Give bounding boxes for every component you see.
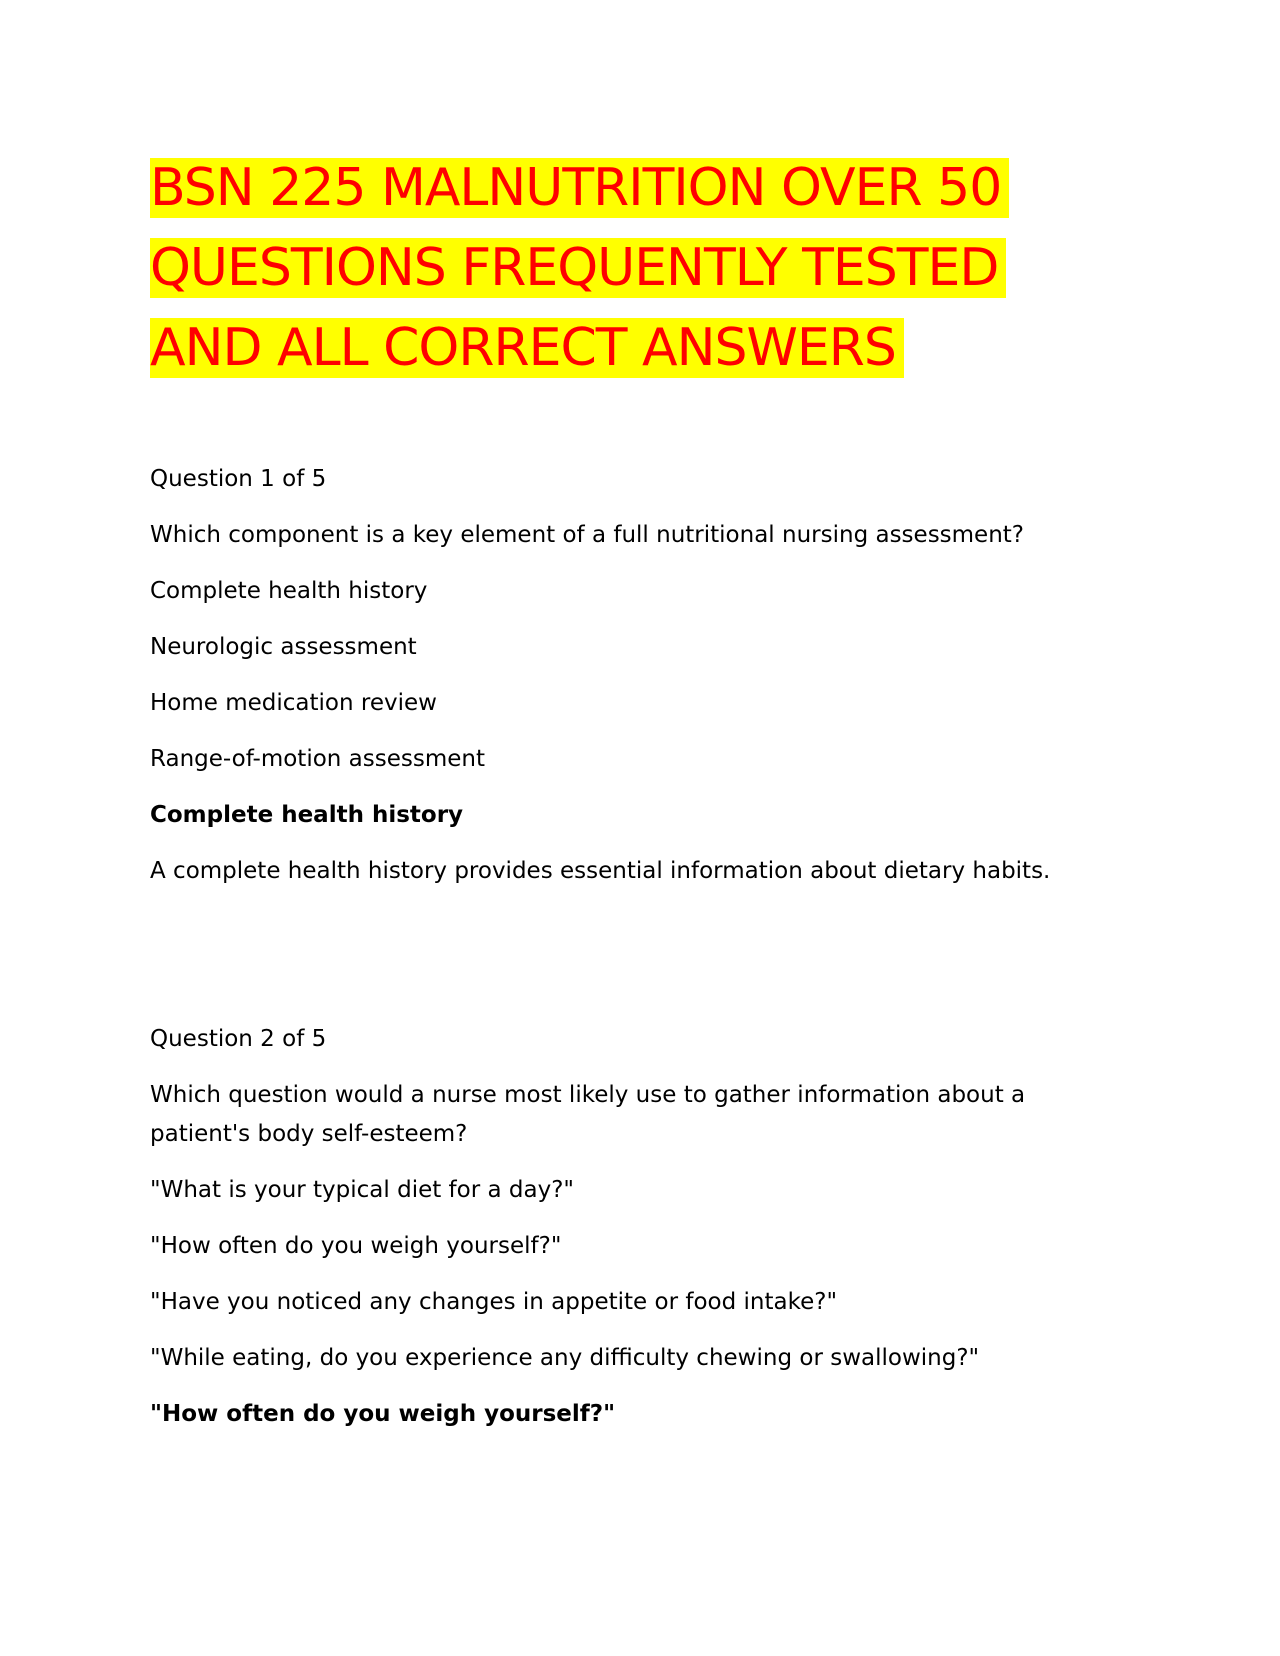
title-highlight: BSN 225 MALNUTRITION OVER 50 QUESTIONS FREQUENTLY TESTED AND ALL CORRECT ANSWERS xyxy=(150,158,1009,378)
answer-rationale: A complete health history provides essential information about dietary habits. xyxy=(150,858,1051,884)
answer-option: "While eating, do you experience any difficulty chewing or swallowing?" xyxy=(150,1345,980,1371)
answer-option: "What is your typical diet for a day?" xyxy=(150,1177,574,1203)
correct-answer: "How often do you weigh yourself?" xyxy=(150,1401,616,1427)
correct-answer: Complete health history xyxy=(150,802,464,828)
answer-option: Complete health history xyxy=(150,578,428,604)
answer-option: "How often do you weigh yourself?" xyxy=(150,1233,562,1259)
question-header: Question 1 of 5 xyxy=(150,466,327,492)
answer-option: Home medication review xyxy=(150,690,437,716)
section-spacer xyxy=(150,908,1090,1020)
answer-option: Range-of-motion assessment xyxy=(150,746,486,772)
question-prompt: Which component is a key element of a full nutritional nursing assessment? xyxy=(150,522,1025,548)
question-2 xyxy=(150,1020,1090,1434)
answer-option: "Have you noticed any changes in appetite or food intake?" xyxy=(150,1289,838,1315)
document-page xyxy=(150,148,1090,1451)
question-1 xyxy=(150,460,1090,1020)
question-prompt: Which question would a nurse most likely use to gather information about a patient's body self-esteem? xyxy=(150,1082,1026,1147)
document-title xyxy=(150,148,1090,388)
answer-option: Neurologic assessment xyxy=(150,634,417,660)
question-header: Question 2 of 5 xyxy=(150,1026,327,1052)
